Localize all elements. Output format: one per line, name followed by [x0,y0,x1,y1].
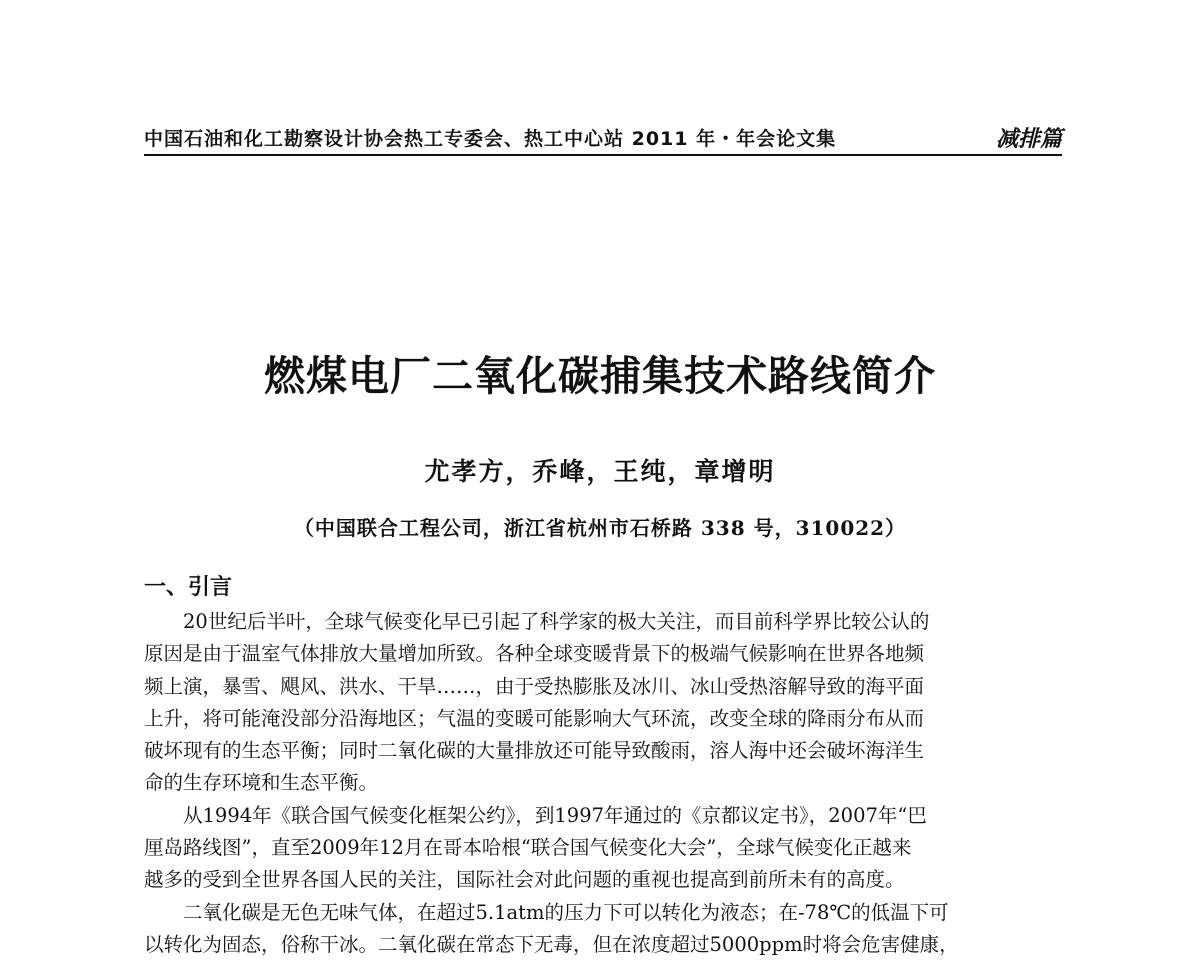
running-header [144,120,1062,156]
header-section-label: 减排篇 [995,127,1062,152]
text-line: 频上演，暴雪、飓风、洪水、干旱……，由于受热膨胀及冰川、冰山受热溶解导致的海平面 [144,674,925,698]
paper-authors: 尤孝方，乔峰，王纯，章增明 [424,457,776,486]
paper-affiliation: （中国联合工程公司，浙江省杭州市石桥路 338 号，310022） [293,516,907,540]
paper-title: 燃煤电厂二氧化碳捕集技术路线简介 [264,352,936,400]
text-line: 厘岛路线图”，直至2009年12月在哥本哈根“联合国气候变化大会”，全球气候变化正越来 [144,836,912,860]
text-line: 20世纪后半叶，全球气候变化早已引起了科学家的极大关注，而目前科学界比较公认的 [144,610,930,633]
text-line: 越多的受到全世界各国人民的关注，国际社会对此问题的重视也提高到前所未有的高度。 [144,868,905,892]
text-line: 原因是由于温室气体排放大量增加所致。各种全球变暖背景下的极端气候影响在世界各地频 [144,642,925,666]
text-line: 上升，将可能淹没部分沿海地区；气温的变暖可能影响大气环流，改变全球的降雨分布从而 [144,706,925,730]
header-journal-title: 中国石油和化工勘察设计协会热工专委会、热工中心站 2011 年・年会论文集 [144,128,837,150]
text-line: 从1994年《联合国气候变化框架公约》，到1997年通过的《京都议定书》，2007年“巴 [144,803,927,827]
text-line: 以转化为固态，俗称干冰。二氧化碳在常态下无毒，但在浓度超过5000ppm时将会危害健康， [144,932,959,956]
text-line: 命的生存环境和生态平衡。 [144,771,379,795]
paragraph [144,897,1062,961]
text-line: 二氧化碳是无色无味气体，在超过5.1atm的压力下可以转化为液态；在-78℃的低温下可 [144,900,949,924]
text-line: 破坏现有的生态平衡；同时二氧化碳的大量排放还可能导致酸雨，溶人海中还会破坏海洋生 [144,739,925,763]
paragraph [144,606,1062,800]
section-heading-introduction: 一、引言 [144,575,233,600]
paragraph [144,800,1062,897]
body-text [144,606,1062,961]
